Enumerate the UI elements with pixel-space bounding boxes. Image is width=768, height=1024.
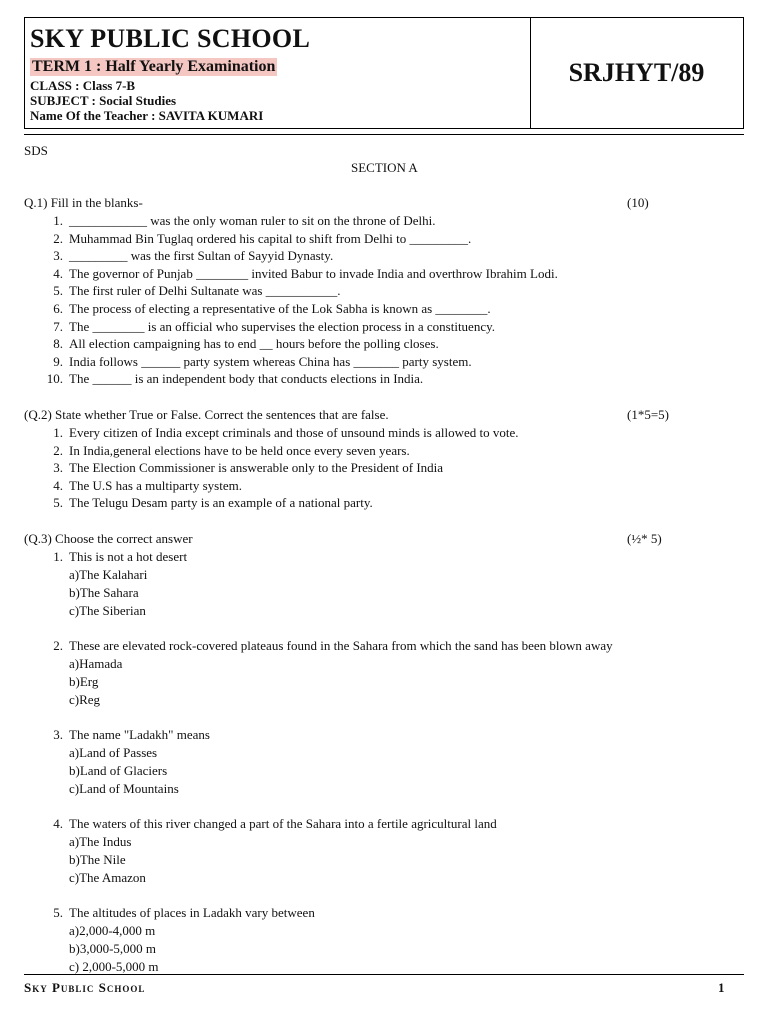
item-number: 2. (53, 442, 63, 458)
item-number: 4. (53, 816, 63, 831)
item-number: 1. (53, 213, 63, 228)
q3-question: These are elevated rock-covered plateaus found in the Sahara from which the sand has been blown away (69, 638, 613, 653)
item-number: 3. (53, 727, 63, 742)
item-number: 1. (53, 549, 63, 564)
q2-item: The Election Commissioner is answerable only to the President of India (69, 460, 444, 476)
item-number: 2. (53, 638, 63, 653)
q3-question: The altitudes of places in Ladakh vary between (69, 905, 315, 920)
q3-option: c)The Amazon (69, 870, 146, 885)
item-number: 7. (53, 318, 63, 334)
header-left-cell (25, 18, 531, 128)
item-number: 5. (53, 283, 63, 299)
q1-item: The governor of Punjab ________ invited Babur to invade India and overthrow Ibrahim Lodi. (69, 265, 558, 281)
q3-question: The name "Ladakh" means (69, 727, 210, 742)
item-number: 8. (53, 336, 63, 352)
item-number: 5. (53, 905, 63, 920)
exam-header (24, 17, 744, 129)
footer-divider (24, 974, 744, 975)
paper-code: SRJHYT/89 (568, 58, 705, 87)
q3-title: (Q.3) Choose the correct answer (24, 531, 193, 546)
q1-item: The process of electing a representative of the Lok Sabha is known as ________. (69, 301, 491, 316)
item-number: 4. (53, 477, 63, 493)
q3-option: b)The Nile (69, 852, 126, 867)
item-number: 5. (53, 495, 63, 511)
section-heading: SECTION A (351, 160, 418, 175)
q3-option: b)Land of Glaciers (69, 763, 168, 778)
item-number: 3. (53, 248, 63, 264)
q3-marks: (½* 5) (627, 531, 662, 546)
item-number: 10. (46, 371, 63, 387)
q1-marks: (10) (627, 195, 649, 210)
q3-option: a)The Indus (69, 834, 132, 849)
q3-question: This is not a hot desert (69, 549, 188, 564)
q1-item: India follows ______ party system whereas China has _______ party system. (69, 353, 472, 369)
q3-option: c)Reg (69, 692, 101, 707)
item-number: 4. (53, 265, 63, 281)
teacher-line: Name Of the Teacher : SAVITA KUMARI (30, 108, 264, 123)
item-number: 1. (53, 425, 63, 440)
q3-option: a)2,000-4,000 m (69, 923, 156, 938)
item-number: 3. (53, 460, 63, 476)
q2-item: In India,general elections have to be held once every seven years. (69, 442, 410, 458)
item-number: 6. (53, 301, 63, 316)
q1-item: _________ was the first Sultan of Sayyid Dynasty. (69, 248, 334, 264)
term-title: TERM 1 : Half Yearly Examination (32, 58, 276, 75)
q3-option: b)Erg (69, 674, 99, 689)
q2-item: Every citizen of India except criminals and those of unsound minds is allowed to vote. (69, 425, 519, 440)
page-number: 1 (718, 980, 725, 995)
q3-option: a)The Kalahari (69, 567, 148, 582)
q3-option: c)Land of Mountains (69, 781, 179, 796)
sds-label: SDS (24, 143, 48, 158)
q3-option: a)Land of Passes (69, 745, 158, 760)
class-line: CLASS : Class 7-B (30, 78, 136, 93)
q3-option: c) 2,000-5,000 m (69, 959, 159, 974)
q3-question: The waters of this river changed a part of the Sahara into a fertile agricultural land (69, 816, 497, 831)
q1-item: All election campaigning has to end __ hours before the polling closes. (69, 336, 439, 352)
q1-item: ____________ was the only woman ruler to sit on the throne of Delhi. (69, 213, 436, 228)
subject-line: SUBJECT : Social Studies (30, 93, 177, 108)
q1-title: Q.1) Fill in the blanks- (24, 195, 143, 210)
footer-school-name: Sky Public School (24, 980, 146, 995)
q1-item: The ________ is an official who supervises the election process in a constituency. (69, 318, 496, 334)
header-divider (24, 134, 744, 135)
item-number: 9. (53, 353, 63, 369)
q3-option: b)3,000-5,000 m (69, 941, 157, 956)
school-name: SKY PUBLIC SCHOOL (30, 24, 311, 53)
item-number: 2. (53, 230, 63, 246)
q1-item: The first ruler of Delhi Sultanate was ___________. (69, 283, 341, 299)
q2-item: The U.S has a multiparty system. (69, 477, 242, 493)
q3-option: b)The Sahara (69, 585, 139, 600)
q1-item: The ______ is an independent body that conducts elections in India. (69, 371, 424, 387)
q3-option: c)The Siberian (69, 603, 146, 618)
q3-option: a)Hamada (69, 656, 123, 671)
q1-item: Muhammad Bin Tuglaq ordered his capital to shift from Delhi to _________. (69, 230, 472, 246)
q2-item: The Telugu Desam party is an example of a national party. (69, 495, 373, 511)
q2-title: (Q.2) State whether True or False. Correct the sentences that are false. (24, 407, 389, 422)
q2-marks: (1*5=5) (627, 407, 669, 422)
